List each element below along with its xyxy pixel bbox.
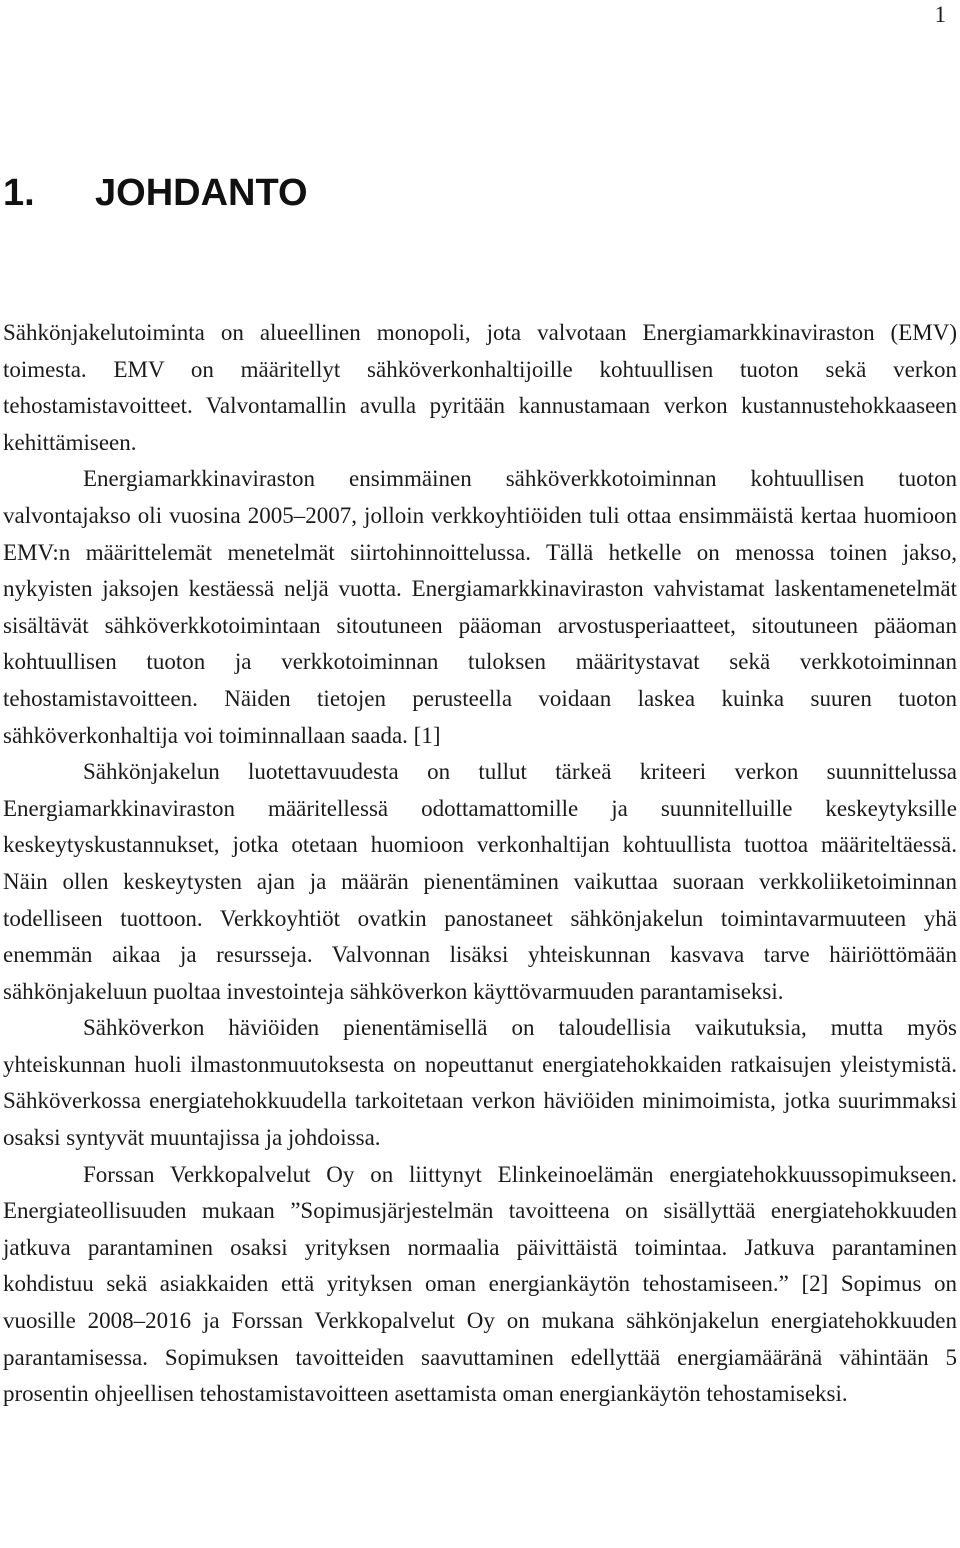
chapter-title: JOHDANTO — [95, 172, 308, 214]
paragraph: Sähköverkon häviöiden pienentämisellä on taloudellisia vaikutuksia, mutta myös yhteiskunnan huoli ilmastonmuutoksesta on nopeuttanut energiatehokkaiden ratkaisujen yleistymistä. Sähköverkossa energiatehokkuudella tarkoitetaan verkon häviöiden minimoimista, jotka suurimmaksi osaksi syntyvät muuntajissa ja johdoissa. — [3, 1015, 957, 1151]
paragraph: Sähkönjakelun luotettavuudesta on tullut tärkeä kriteeri verkon suunnittelussa Energiamarkkinaviraston määritellessä odottamattomille ja suunnitelluille keskeytyksille keskeytyskustannukset, jotka otetaan huomioon verkonhaltijan kohtuullista tuottoa määriteltäessä. Näin ollen keskeytysten ajan ja määrän pienentäminen vaikuttaa suoraan verkkoliiketoiminnan todelliseen tuottoon. Verkkoyhtiöt ovatkin panostaneet sähkönjakelun toimintavarmuuteen yhä enemmän aikaa ja resursseja. Valvonnan lisäksi yhteiskunnan kasvava tarve häiriöttömään sähkönjakeluun puoltaa investointeja sähköverkon käyttövarmuuden parantamiseksi. — [3, 759, 957, 1004]
paragraph: Energiamarkkinaviraston ensimmäinen sähköverkkotoiminnan kohtuullisen tuoton valvontajakso oli vuosina 2005–2007, jolloin verkkoyhtiöiden tuli ottaa ensimmäistä kertaa huomioon EMV:n määrittelemät menetelmät siirtohinnoittelussa. Tällä hetkelle on menossa toinen jakso, nykyisten jaksojen kestäessä neljä vuotta. Energiamarkkinaviraston vahvistamat laskentamenetelmät sisältävät sähköverkkotoimintaan sitoutuneen pääoman arvostusperiaatteet, sitoutuneen pääoman kohtuullisen tuoton ja verkkotoiminnan tuloksen määritystavat sekä verkkotoiminnan tehostamistavoitteen. Näiden tietojen perusteella voidaan laskea kuinka suuren tuoton sähköverkonhaltija voi toiminnallaan saada. [1] — [3, 466, 957, 748]
paragraph: Forssan Verkkopalvelut Oy on liittynyt Elinkeinoelämän energiatehokkuussopimukseen. Energiateollisuuden mukaan ”Sopimusjärjestelmän tavoitteena on sisällyttää energiatehokkuuden jatkuva parantaminen osaksi yrityksen normaalia päivittäistä toimintaa. Jatkuva parantaminen kohdistuu sekä asiakkaiden että yrityksen oman energiankäytön tehostamiseen.” [2] Sopimus on vuosille 2008–2016 ja Forssan Verkkopalvelut Oy on mukana sähkönjakelun energiatehokkuuden parantamisessa. Sopimuksen tavoitteiden saavuttaminen edellyttää energiamääränä vähintään 5 prosentin ohjeellisen tehostamistavoitteen asettamista oman energiankäytön tehostamiseksi. — [3, 1161, 957, 1407]
paragraph: Sähkönjakelutoiminta on alueellinen monopoli, jota valvotaan Energiamarkkinaviraston (EMV) toimesta. EMV on määritellyt sähköverkonhaltijoille kohtuullisen tuoton sekä verkon tehostamistavoitteet. Valvontamallin avulla pyritään kannustamaan verkon kustannustehokkaaseen kehittämiseen. — [3, 320, 957, 455]
page-number: 1 — [934, 2, 946, 27]
chapter-number: 1. — [3, 172, 35, 214]
body-text — [3, 315, 957, 1413]
chapter-heading — [3, 170, 308, 216]
